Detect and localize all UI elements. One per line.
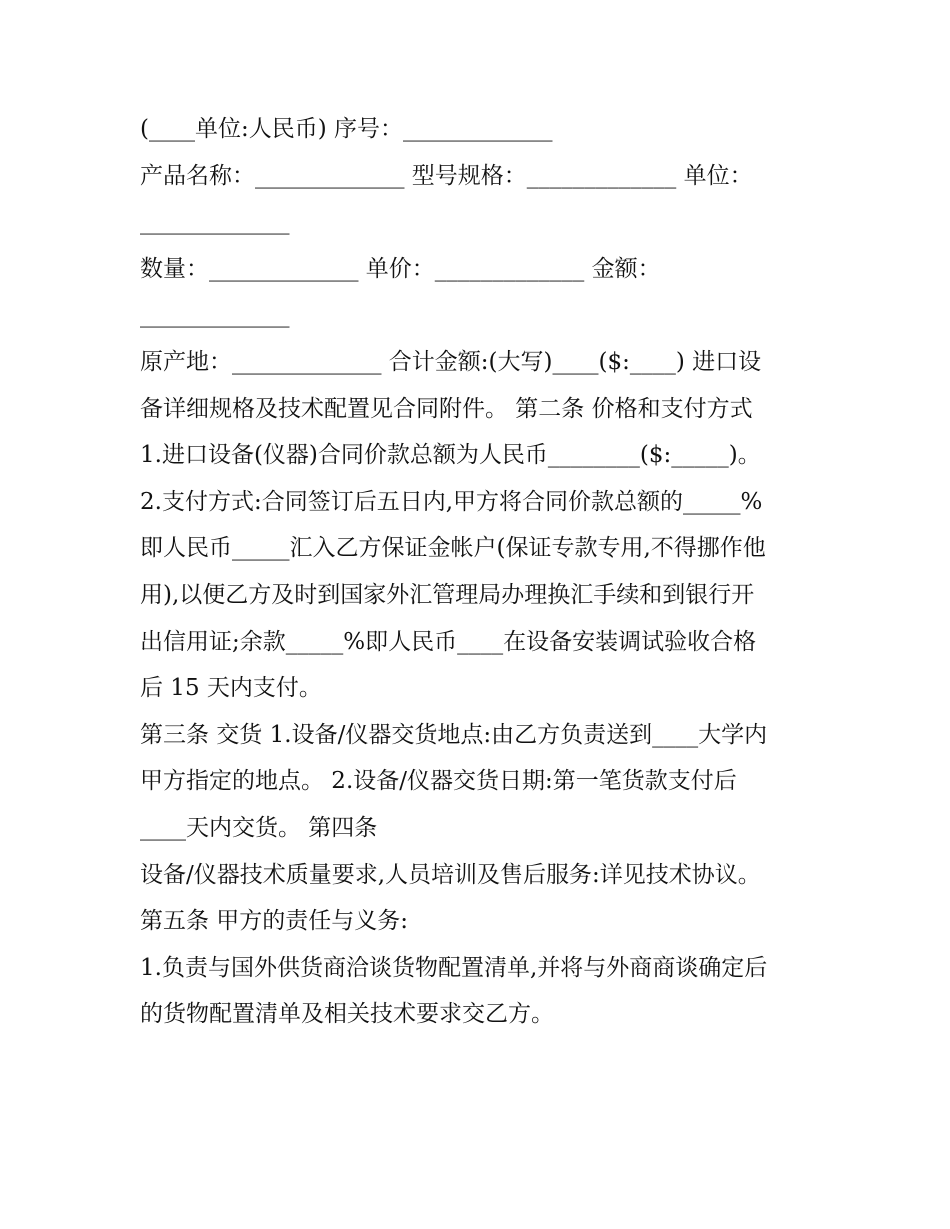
text-line-article-four: ____天内交货。 第四条: [140, 814, 378, 841]
text-line-duty-one: 1.负责与国外供货商洽谈货物配置清单,并将与外商商谈确定后: [140, 954, 768, 981]
text-line-payment-method: 2.支付方式:合同签订后五日内,甲方将合同价款总额的_____%: [140, 488, 763, 515]
contract-body: [140, 106, 820, 1038]
text-line-article-two-heading: 备详细规格及技术配置见合同附件。 第二条 价格和支付方式: [140, 395, 753, 422]
text-line-delivery-date: 甲方指定的地点。 2.设备/仪器交货日期:第一笔货款支付后: [140, 768, 737, 795]
text-line-amount-blank: _____________: [140, 302, 290, 329]
text-line-contract-price: 1.进口设备(仪器)合同价款总额为人民币________($:_____)。: [140, 442, 761, 469]
text-line-quantity-price: 数量：_____________ 单价：_____________ 金额：: [140, 255, 661, 282]
text-line-deposit-account: 即人民币_____汇入乙方保证金帐户(保证专款专用,不得挪作他: [140, 535, 766, 562]
text-line-payment-deadline: 后 15 天内支付。: [140, 675, 322, 702]
text-line-exchange-procedure: 用),以便乙方及时到国家外汇管理局办理换汇手续和到银行开: [140, 581, 755, 608]
text-line-technical-requirements: 设备/仪器技术质量要求,人员培训及售后服务:详见技术协议。: [140, 861, 761, 888]
text-line-origin-total: 原产地：_____________ 合计金额:(大写)____($:____) 进口设: [140, 348, 762, 375]
text-line-unit-blank: _____________: [140, 209, 290, 236]
text-line-currency-serial: (____单位:人民币) 序号：_____________: [140, 116, 553, 142]
text-line-duty-one-continued: 的货物配置清单及相关技术要求交乙方。: [140, 1001, 554, 1028]
text-line-article-five-heading: 第五条 甲方的责任与义务:: [140, 908, 409, 935]
text-line-balance-payment: 出信用证;余款_____%即人民币____在设备安装调试验收合格: [140, 628, 757, 655]
text-line-product-name: 产品名称：_____________ 型号规格：_____________ 单位：: [140, 162, 753, 189]
text-line-article-three-delivery: 第三条 交货 1.设备/仪器交货地点:由乙方负责送到____大学内: [140, 721, 768, 748]
